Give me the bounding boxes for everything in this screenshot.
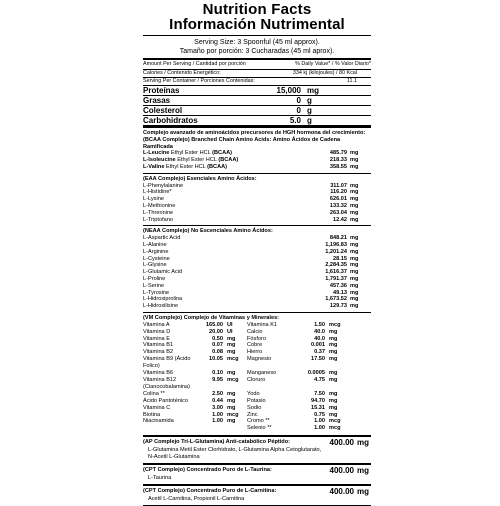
mineral-name: Potasio <box>247 397 266 404</box>
mineral-unit: mg <box>329 356 338 363</box>
vitamin-value: 0.50 <box>212 335 223 342</box>
mineral-unit: mg <box>329 349 338 356</box>
eaa-row <box>143 210 371 217</box>
vm-row <box>143 356 371 370</box>
neaa-value: 1,616.37 <box>325 269 347 276</box>
mineral-value: 1.00 <box>314 418 325 425</box>
eaa-value: 626.01 <box>329 196 347 203</box>
vitamin-value: 20.00 <box>209 328 223 335</box>
vitamin-unit: UI <box>227 328 233 335</box>
neaa-row <box>143 290 371 297</box>
mineral-value: 0.001 <box>311 342 325 349</box>
eaa-unit: mg <box>350 216 359 223</box>
mineral-name: Cloruro <box>247 376 266 383</box>
calories-row <box>143 70 371 77</box>
bcaa-name: L-Leucine <box>143 150 170 157</box>
macro-unit: mg <box>307 86 319 95</box>
vitamin-name: Vitamina A <box>143 321 170 328</box>
vitamin-value: 0.44 <box>212 397 223 404</box>
ap-value: 400.00 <box>329 438 354 448</box>
eaa-name: L-Lysine <box>143 196 164 203</box>
eaa-heading: (EAA Complejo) Esenciales Amino Ácidos: <box>143 175 257 182</box>
neaa-unit: mg <box>350 262 359 269</box>
neaa-unit: mg <box>350 235 359 242</box>
bcaa-row: L-Valine Ethyl Ester HCL (BCAA) 358.55 mg <box>143 163 359 170</box>
mineral-unit: mg <box>329 342 338 349</box>
bcaa-heading: Complejo avanzado de aminoácidos precursores de HGH hormona del crecimiento: (BCAA Complejo) Branched Chain Amino Acids: Amino Ácidos de Cadena Ramificada <box>143 130 366 150</box>
eaa-row <box>143 196 371 203</box>
vitamin-value: 0.08 <box>212 349 223 356</box>
mineral-name: Fósforo <box>247 335 266 342</box>
vitamin-unit: mcg <box>227 376 239 383</box>
eaa-name: L-Methionine <box>143 202 176 209</box>
vitamin-unit: mg <box>227 370 236 377</box>
bcaa-section <box>143 128 371 171</box>
bcaa-row: L-Leucine Ethyl Ester HCL (BCAA) 485.79 mg <box>143 150 359 157</box>
macros-list <box>143 86 371 125</box>
eaa-row <box>143 217 371 224</box>
bcaa-name: L-Isoleucine <box>143 157 176 164</box>
neaa-name: L-Tyrosine <box>143 289 170 296</box>
vitamin-value: 1.00 <box>212 418 223 425</box>
neaa-value: 129.73 <box>329 303 347 310</box>
vitamin-name: Vitamina E <box>143 335 170 342</box>
servings-row <box>143 78 371 85</box>
mineral-name: Vitamina K1 <box>247 321 278 328</box>
bcaa-name: L-Valine <box>143 163 165 170</box>
cpt-carnitina-heading: (CPT Complejo) Concentrado Puro de L-Carnitina: <box>143 487 277 494</box>
vm-row <box>143 405 371 412</box>
vm-row <box>143 377 371 391</box>
neaa-unit: mg <box>350 282 359 289</box>
cpt-taurina-section: (CPT Complejo) Concentrado Puro de L-Taurina: 400.00 mg L-Taurina <box>143 466 369 482</box>
vm-row <box>143 322 371 329</box>
mineral-unit: mg <box>329 370 338 377</box>
neaa-name: L-Hidroxilisine <box>143 303 179 310</box>
mineral-value: 40.0 <box>314 335 325 342</box>
vitamin-unit: mg <box>227 335 236 342</box>
neaa-value: 848.21 <box>329 235 347 242</box>
bcaa-value: 218.33 <box>329 157 347 164</box>
neaa-value: 1,196.83 <box>325 241 347 248</box>
ap-heading: (AP Complejo Tri-L-Glutamina) Anti-catabólico Péptido: <box>143 439 290 446</box>
neaa-row <box>143 269 371 276</box>
cpt-taurina-value: 400.00 <box>329 466 354 476</box>
serving-english: Serving Size: 3 Spoonful (45 ml approx). <box>194 39 320 46</box>
mineral-unit: mg <box>329 376 338 383</box>
mineral-unit: mg <box>329 411 338 418</box>
mineral-unit: mcg <box>329 321 341 328</box>
neaa-value: 1,791.37 <box>325 275 347 282</box>
vitamin-unit: UI <box>227 321 233 328</box>
macro-value: 0 <box>296 106 301 115</box>
servings-label: Serving Per Container / Porciones Contenidas: <box>143 78 255 84</box>
vitamin-name: Vitamina B2 <box>143 349 174 356</box>
vitamin-unit: mg <box>227 404 236 411</box>
neaa-value: 1,673.52 <box>325 296 347 303</box>
vitamin-name: Vitamina C <box>143 404 171 411</box>
vitamin-name: Ácido Pantoténico <box>143 397 189 404</box>
eaa-row <box>143 189 371 196</box>
vm-row <box>143 398 371 405</box>
vm-row <box>143 329 371 336</box>
neaa-unit: mg <box>350 255 359 262</box>
title-english: Nutrition Facts <box>202 1 312 18</box>
eaa-value: 311.07 <box>330 182 347 189</box>
macro-name: Grasas <box>143 96 171 105</box>
neaa-unit: mg <box>350 269 359 276</box>
macro-unit: g <box>307 96 312 105</box>
vm-row <box>143 412 371 419</box>
amount-header <box>143 60 371 69</box>
macro-row <box>143 116 371 125</box>
vitamin-unit: mg <box>227 342 236 349</box>
neaa-name: L-Proline <box>143 275 166 282</box>
mineral-unit: mg <box>329 390 338 397</box>
vitamin-value: 9.95 <box>212 376 223 383</box>
ap-section: (AP Complejo Tri-L-Glutamina) Anti-catabólico Péptido: 400.00 mg L-Glutamina Metil Ester Clorhidrato, L-Glutamina Alpha Cetoglutarato, N-Acetil L-Glutamina <box>143 438 369 461</box>
neaa-row <box>143 303 371 310</box>
cpt-taurina-sub: L-Taurina <box>148 475 172 482</box>
mineral-unit: mg <box>329 328 338 335</box>
cpt-carnitina-value: 400.00 <box>329 486 354 496</box>
mineral-name: Sodio <box>247 404 262 411</box>
macro-row <box>143 106 371 115</box>
macro-value: 15,000 <box>276 86 301 95</box>
vm-row <box>143 370 371 377</box>
eaa-value: 133.32 <box>329 202 347 209</box>
mineral-unit: mcg <box>329 425 341 432</box>
nutrition-facts-panel <box>143 2 371 506</box>
vitamin-name: Vitamina B9 (Ácido Folico) <box>143 356 191 370</box>
neaa-row <box>143 256 371 263</box>
mineral-value: 7.50 <box>314 390 325 397</box>
neaa-unit: mg <box>350 248 359 255</box>
calories-value: 334 kj (kilojoules) / 80 Kcal <box>292 70 357 76</box>
vitamin-value: 165.00 <box>205 321 223 328</box>
neaa-unit: mg <box>350 241 359 248</box>
neaa-name: L-Arginine <box>143 248 169 255</box>
neaa-value: 457.36 <box>329 282 347 289</box>
vitamin-unit: mg <box>227 397 236 404</box>
calories-label: Calories / Contenido Energético: <box>143 70 221 76</box>
mineral-name: Zinc <box>247 411 258 418</box>
mineral-value: 15.31 <box>311 404 325 411</box>
neaa-name: L-Hidroxiprolina <box>143 296 183 303</box>
mineral-value: 94.70 <box>311 397 325 404</box>
vitamin-unit: mcg <box>227 356 239 363</box>
neaa-row <box>143 276 371 283</box>
amount-header-left: Amount Per Serving / Cantidad por porción <box>143 61 246 67</box>
eaa-row <box>143 183 371 190</box>
servings-value: 11.1 <box>346 78 357 84</box>
vitamin-name: Vitamina D <box>143 328 171 335</box>
eaa-name: L-Threonine <box>143 209 174 216</box>
neaa-name: L-Glutamic Acid <box>143 269 183 276</box>
vm-row <box>143 391 371 398</box>
neaa-name: L-Glysine <box>143 262 167 269</box>
mineral-value: 1.50 <box>314 321 325 328</box>
neaa-name: L-Serine <box>143 282 165 289</box>
vm-row <box>143 342 371 349</box>
eaa-unit: mg <box>350 209 359 216</box>
macro-name: Proteínas <box>143 86 180 95</box>
neaa-value: 28.15 <box>333 255 347 262</box>
mineral-name: Cobre <box>247 342 263 349</box>
vitamin-name: Vitamina B6 <box>143 370 174 377</box>
eaa-row <box>143 203 371 210</box>
neaa-value: 1,201.24 <box>325 248 347 255</box>
mineral-name: Magnesio <box>247 356 272 363</box>
macro-row <box>143 86 371 95</box>
mineral-value: 40.0 <box>314 328 325 335</box>
macro-value: 5.0 <box>289 116 301 125</box>
macro-row <box>143 96 371 105</box>
vitamin-name: Vitamina B12 (Cianocobalamina) <box>143 376 190 390</box>
eaa-value: 116.20 <box>330 189 347 196</box>
mineral-name: Calcio <box>247 328 263 335</box>
mineral-value: 0.37 <box>314 349 325 356</box>
vitamin-unit: mcg <box>227 411 239 418</box>
eaa-name: L-Triptofano <box>143 216 173 223</box>
eaa-unit: mg <box>350 182 359 189</box>
vm-row <box>143 418 371 425</box>
vm-row <box>143 425 371 432</box>
neaa-value: 2,284.35 <box>325 262 347 269</box>
neaa-row <box>143 262 371 269</box>
mineral-value: 0.75 <box>314 411 325 418</box>
vitamin-name: Colina ** <box>143 390 165 397</box>
mineral-unit: mg <box>329 335 338 342</box>
eaa-unit: mg <box>350 189 359 196</box>
macro-name: Carbohidratos <box>143 116 198 125</box>
neaa-row <box>143 242 371 249</box>
vitamin-name: Biotina <box>143 411 161 418</box>
vitamin-value: 0.07 <box>212 342 223 349</box>
vitamin-value: 2.50 <box>212 390 223 397</box>
vitamin-value: 0.10 <box>212 370 223 377</box>
mineral-value: 0.0005 <box>307 370 325 377</box>
neaa-unit: mg <box>350 303 359 310</box>
mineral-value: 17.50 <box>311 356 325 363</box>
mineral-unit: mg <box>329 404 338 411</box>
neaa-heading: (NEAA Complejo) No Escenciales Amino Ácidos: <box>143 228 273 235</box>
neaa-row <box>143 249 371 256</box>
vitamin-value: 10.05 <box>209 356 223 363</box>
vitamin-value: 1.00 <box>212 411 223 418</box>
vitamin-unit: mg <box>227 390 236 397</box>
cpt-carnitina-section: (CPT Complejo) Concentrado Puro de L-Carnitina: 400.00 mg Acetil L-Carnitina, Propionil L-Carnitina <box>143 486 369 502</box>
neaa-section <box>143 226 371 310</box>
vitamin-name: Niacinamida <box>143 418 174 425</box>
mineral-name: Yodo <box>247 390 260 397</box>
vitamin-value: 3.00 <box>212 404 223 411</box>
vitamin-value <box>201 425 223 432</box>
macro-unit: g <box>307 106 312 115</box>
title-spanish: Información Nutrimental <box>169 16 345 33</box>
eaa-name: L-Phenylalanine <box>143 182 184 189</box>
vitamin-name <box>143 425 201 432</box>
neaa-row <box>143 283 371 290</box>
mineral-unit: mg <box>329 397 338 404</box>
vitamin-name: Vitamina B1 <box>143 342 174 349</box>
neaa-value: 49.13 <box>333 289 347 296</box>
cpt-carnitina-sub: Acetil L-Carnitina, Propionil L-Carnitina <box>148 495 245 502</box>
eaa-name: L-Histidine* <box>143 189 172 196</box>
serving-size <box>143 36 371 56</box>
mineral-value: 4.75 <box>314 376 325 383</box>
vitamin-unit <box>223 425 247 432</box>
vm-heading: (VM Complejo) Complejo de Vitaminas y Minerales: <box>143 314 280 321</box>
neaa-unit: mg <box>350 275 359 282</box>
neaa-row <box>143 296 371 303</box>
neaa-unit: mg <box>350 289 359 296</box>
neaa-unit: mg <box>350 296 359 303</box>
vitamin-unit: mg <box>227 349 236 356</box>
ap-sub2: N-Acetil L-Glutamina <box>148 454 200 461</box>
vm-row <box>143 336 371 343</box>
vm-section <box>143 313 371 432</box>
eaa-unit: mg <box>350 202 359 209</box>
neaa-name: L-Alanine <box>143 241 167 248</box>
mineral-name: Manganeso <box>247 370 277 377</box>
mineral-name: Cromo ** <box>247 418 270 425</box>
mineral-name: Selenio ** <box>247 425 272 432</box>
macro-name: Colesterol <box>143 106 183 115</box>
neaa-name: L-Cysteine <box>143 255 170 262</box>
serving-spanish: Tamaño por porción: 3 Cucharadas (45 ml aprox). <box>179 48 335 55</box>
eaa-unit: mg <box>350 196 359 203</box>
ap-sub1: L-Glutamina Metil Ester Clorhidrato, L-Glutamina Alpha Cetoglutarato, <box>148 447 322 454</box>
macro-unit: g <box>307 116 312 125</box>
mineral-unit: mcg <box>329 418 341 425</box>
amount-header-right: % Daily Value* / % Valor Diario* <box>295 61 371 67</box>
bcaa-row: L-Isoleucine Ethyl Ester HCL (BCAA) 218.33 mg <box>143 157 359 164</box>
cpt-taurina-heading: (CPT Complejo) Concentrado Puro de L-Taurina: <box>143 467 272 474</box>
neaa-name: L-Aspartic Acid <box>143 235 181 242</box>
mineral-name: Hierro <box>247 349 263 356</box>
vitamin-unit: mg <box>227 418 236 425</box>
neaa-row <box>143 235 371 242</box>
eaa-value: 12.42 <box>333 216 347 223</box>
bcaa-value: 485.79 <box>329 150 347 157</box>
eaa-value: 263.04 <box>329 209 347 216</box>
macro-value: 0 <box>296 96 301 105</box>
eaa-section <box>143 174 371 224</box>
bcaa-value: 358.55 <box>329 163 347 170</box>
mineral-value: 1.00 <box>314 425 325 432</box>
